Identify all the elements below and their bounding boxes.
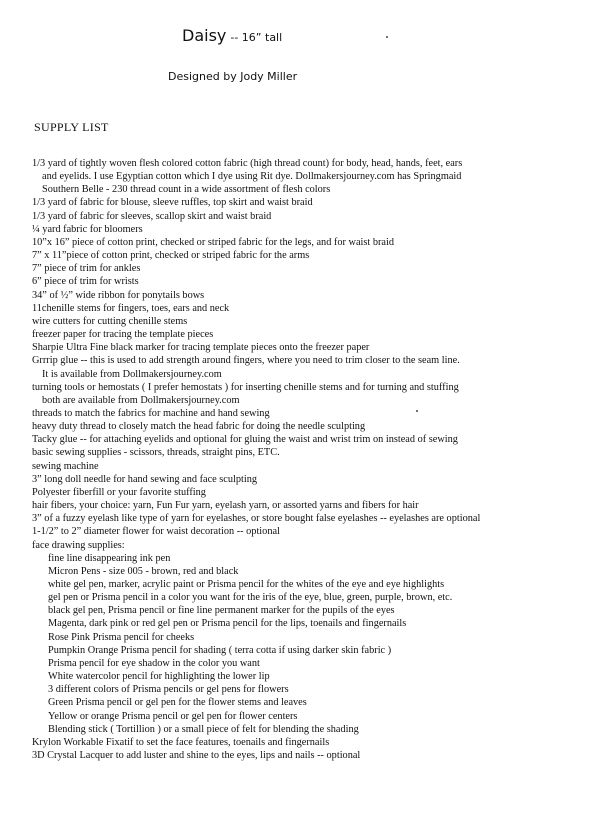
face-supply-item: 3 different colors of Prisma pencils or gel pens for flowers <box>48 684 289 696</box>
supply-item: face drawing supplies: <box>32 539 125 551</box>
supply-item-continuation: Southern Belle - 230 thread count in a wide assortment of flesh colors <box>42 184 331 196</box>
supply-item: 7” piece of trim for ankles <box>32 263 141 275</box>
supply-item: Krylon Workable Fixatif to set the face features, toenails and fingernails <box>32 736 330 748</box>
supply-item: basic sewing supplies - scissors, threads, straight pins, ETC. <box>32 447 280 459</box>
supply-item: freezer paper for tracing the template pieces <box>32 329 214 341</box>
designer-credit: Designed by Jody Miller <box>168 70 298 83</box>
supply-item: 1/3 yard of tightly woven flesh colored cotton fabric (high thread count) for body, head, hands, feet, ears <box>32 158 463 169</box>
supply-item: sewing machine <box>32 460 99 472</box>
supply-item: Tacky glue -- for attaching eyelids and optional for gluing the waist and wrist trim on instead of sewing <box>32 434 458 446</box>
face-supply-item: Prisma pencil for eye shadow in the color you want <box>48 657 260 669</box>
supply-item: Polyester fiberfill or your favorite stuffing <box>32 486 206 498</box>
supply-item: threads to match the fabrics for machine and hand sewing <box>32 407 270 419</box>
document-title <box>182 26 282 45</box>
supply-item: heavy duty thread to closely match the head fabric for doing the needle sculpting <box>32 421 366 433</box>
supply-item: 7” x 11”piece of cotton print, checked or striped fabric for the arms <box>32 250 310 262</box>
supply-item-continuation: and eyelids. I use Egyptian cotton which I dye using Rit dye. Dollmakersjourney.com has Springmaid <box>42 171 462 183</box>
supply-item-continuation: It is available from Dollmakersjourney.com <box>42 368 222 380</box>
face-supply-item: White watercolor pencil for highlighting the lower lip <box>48 671 270 683</box>
supply-list <box>32 157 592 762</box>
face-supply-item: Rose Pink Prisma pencil for cheeks <box>48 631 195 643</box>
face-supply-item: Magenta, dark pink or red gel pen or Prisma pencil for the lips, toenails and fingernails <box>48 618 407 630</box>
face-supply-item: Green Prisma pencil or gel pen for the flower stems and leaves <box>48 697 307 709</box>
supply-item: 3” long doll needle for hand sewing and face sculpting <box>32 473 258 485</box>
supply-item: 6” piece of trim for wrists <box>32 276 139 288</box>
face-supply-item: white gel pen, marker, acrylic paint or Prisma pencil for the whites of the eye and eye highlights <box>48 579 445 590</box>
face-supply-item: black gel pen, Prisma pencil or fine line permanent marker for the pupils of the eyes <box>48 605 395 617</box>
supply-item: Sharpie Ultra Fine black marker for tracing template pieces onto the freezer paper <box>32 342 370 354</box>
face-supply-item: Pumpkin Orange Prisma pencil for shading ( terra cotta if using darker skin fabric ) <box>48 644 392 656</box>
supply-item: ¼ yard fabric for bloomers <box>32 223 143 235</box>
title-suffix: -- 16” tall <box>230 31 283 44</box>
scan-speck <box>416 410 418 412</box>
supply-item: 1-1/2” to 2” diameter flower for waist decoration -- optional <box>32 526 280 538</box>
face-supply-item: Yellow or orange Prisma pencil or gel pen for flower centers <box>48 710 298 722</box>
supply-item: 1/3 yard of fabric for blouse, sleeve ruffles, top skirt and waist braid <box>32 197 313 209</box>
supply-list-heading: SUPPLY LIST <box>34 120 109 134</box>
supply-item: 3D Crystal Lacquer to add luster and shine to the eyes, lips and nails -- optional <box>32 750 361 762</box>
supply-item-continuation: both are available from Dollmakersjourney.com <box>42 394 240 406</box>
supply-item: 11chenille stems for fingers, toes, ears and neck <box>32 302 230 314</box>
supply-item: Grrrip glue -- this is used to add strength around fingers, where you need to trim closer to the seam line. <box>32 355 460 367</box>
face-supply-item: gel pen or Prisma pencil in a color you want for the iris of the eye, blue, green, purple, brown, etc. <box>48 592 453 604</box>
supply-item: 3” of a fuzzy eyelash like type of yarn for eyelashes, or store bought false eyelashes -- eyelashes are optional <box>32 513 481 525</box>
supply-item: hair fibers, your choice: yarn, Fun Fur yarn, eyelash yarn, or assorted yarns and fibers for hair <box>32 500 419 512</box>
scan-speck <box>386 36 388 38</box>
face-supply-item: fine line disappearing ink pen <box>48 552 171 564</box>
supply-item: 1/3 yard of fabric for sleeves, scallop skirt and waist braid <box>32 210 272 222</box>
face-supply-item: Micron Pens - size 005 - brown, red and black <box>48 565 239 577</box>
supply-item: wire cutters for cutting chenille stems <box>32 315 188 327</box>
title-text: Daisy <box>182 26 227 45</box>
supply-item: turning tools or hemostats ( I prefer hemostats ) for inserting chenille stems and for turning and stuffing <box>32 381 459 393</box>
supply-item: 34” of ½” wide ribbon for ponytails bows <box>32 289 205 301</box>
supply-item: 10”x 16” piece of cotton print, checked or striped fabric for the legs, and for waist braid <box>32 236 394 248</box>
face-supply-item: Blending stick ( Tortillion ) or a small piece of felt for blending the shading <box>48 723 359 735</box>
